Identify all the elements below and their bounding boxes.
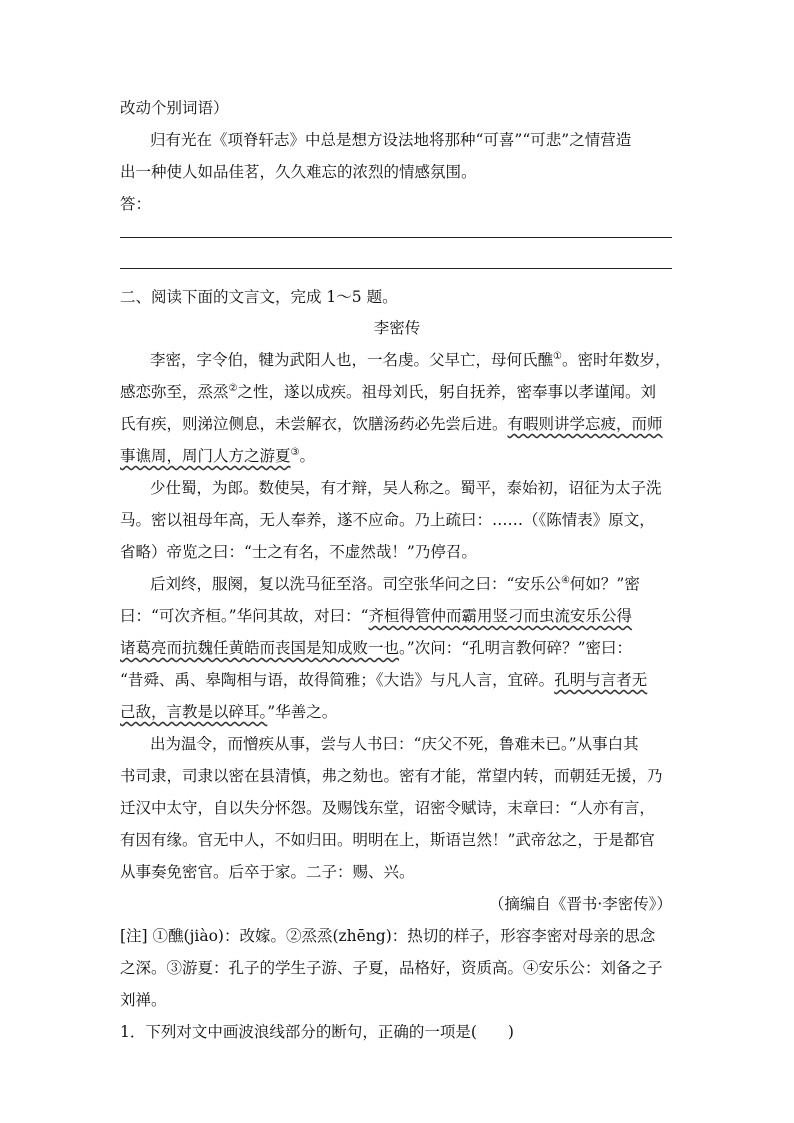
wavy-underlined-text: 事谯周，周门人方之游夏: [120, 447, 291, 465]
footnote-marker: ①: [553, 350, 562, 362]
footnote-marker: ②: [228, 382, 238, 394]
p1-text: 氏有疾，则涕泣侧息，未尝解衣，饮膳汤药必先尝后进。: [120, 415, 508, 433]
p3-text: 后刘终，服阕，复以洗马征至洛。司空张华问之曰：“安乐公: [150, 575, 561, 593]
footnote-marker: ④: [560, 574, 570, 586]
p1-line-3: [120, 414, 663, 434]
source-citation: （摘编自《晋书·李密传》）: [488, 895, 672, 913]
p4-line-4: 有因有缘。官无中人，不如归田。明明在上，斯语岂然！”武帝忿之，于是都官: [120, 831, 655, 849]
intro-line-3: 出一种使人如品佳茗，久久难忘的浓烈的情感氛围。: [120, 163, 477, 181]
p3-line-3: [120, 638, 632, 658]
p1-text: 李密，字令伯，犍为武阳人也，一名虔。父早亡，母何氏醮: [150, 351, 554, 369]
section-heading: 二、阅读下面的文言文，完成 1～5 题。: [120, 288, 398, 306]
p2-line-2: 马。密以祖母年高，无人奉养，遂不应命。乃上疏曰：……（《陈情表》原文，: [120, 511, 655, 529]
intro-line-1: 改动个别词语）: [120, 99, 229, 117]
p2-line-3: 省略）帝览之曰：“士之有名，不虚然哉！”乃停召。: [120, 543, 477, 561]
passage-title: 李密传: [373, 319, 421, 337]
question-1: 1．下列对文中画波浪线部分的断句，正确的一项是( ): [120, 1023, 514, 1041]
p4-line-2: 书司隶，司隶以密在县清慎，弗之劾也。密有才能，常望内转，而朝廷无援，乃: [120, 767, 663, 785]
p4-line-3: 迁汉中太守，自以失分怀怨。及赐饯东堂，诏密令赋诗，末章曰：“人亦有言，: [120, 799, 655, 817]
p1-text: 感恋弥至，烝烝: [120, 383, 229, 401]
p3-line-4: [120, 670, 647, 690]
wavy-underlined-text: 己敌，言教是以碎耳。: [120, 703, 268, 721]
wavy-underlined-text: 孔明与言者无: [554, 671, 648, 689]
p3-line-1: [150, 574, 640, 594]
notes-line-1: [注] ①醮(jiào)：改嫁。②烝烝(zhēng)：热切的样子，形容李密对母亲的思念: [120, 927, 656, 945]
p4-line-5: 从事奏免密官。后卒于家。二子：赐、兴。: [120, 863, 415, 881]
notes-line-2: 之深。③游夏：孔子的学生子游、子夏，品格好，资质高。④安乐公：刘备之子: [120, 959, 663, 977]
p3-text: 何如？”密: [569, 575, 640, 593]
p4-line-1: 出为温令，而憎疾从事，尝与人书曰：“庆父不死，鲁难未已。”从事白其: [150, 735, 639, 753]
p2-line-1: 少仕蜀，为郎。数使吴，有才辩，吴人称之。蜀平，泰始初，诏征为太子洗: [150, 479, 662, 497]
p1-text: 之性，遂以成疾。祖母刘氏，躬自抚养，密奉事以孝谨闻。刘: [237, 383, 656, 401]
wavy-underlined-text: 齐桓得管仲而霸用竖刁而虫流安乐公得: [368, 607, 633, 625]
p1-line-4: [120, 446, 315, 466]
answer-line-2: [120, 268, 672, 269]
p1-text: 。密时年数岁，: [561, 351, 671, 369]
intro-line-2: 归有光在《项脊轩志》中总是想方设法地将那种“可喜”“可悲”之情营造: [150, 131, 632, 149]
footnote-marker: ③: [290, 446, 300, 458]
p1-line-2: [120, 382, 656, 402]
answer-label: 答：: [120, 195, 152, 213]
p3-text: ”华善之。: [267, 703, 338, 721]
p3-text: 。”次问：“孔明言教何碎？”密曰：: [399, 639, 633, 657]
wavy-underlined-text: 有暇则讲学忘疲，而师: [507, 415, 663, 433]
p1-text: 。: [299, 447, 315, 465]
answer-line-1: [120, 237, 672, 238]
p3-text: “昔舜、禹、皋陶相与语，故得简雅；《大诰》与凡人言，宜碎。: [120, 671, 555, 689]
notes-line-3: 刘禅。: [120, 991, 167, 1009]
p3-text: 曰：“可次齐桓。”华问其故，对曰：“: [120, 607, 369, 625]
p3-line-2: [120, 606, 632, 626]
p3-line-5: [120, 702, 337, 722]
p1-line-1: [150, 350, 671, 370]
wavy-underlined-text: 诸葛亮而抗魏任黄皓而丧国是知成败一也: [120, 639, 400, 657]
